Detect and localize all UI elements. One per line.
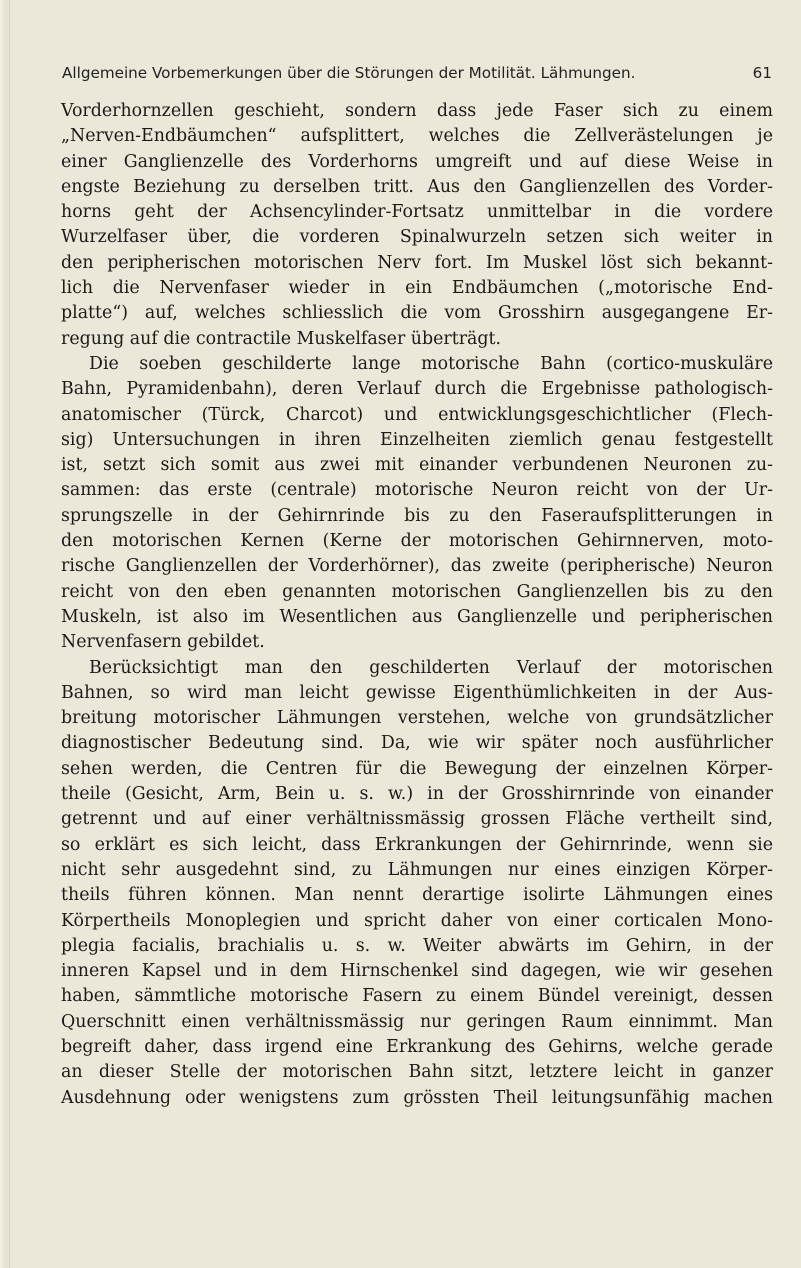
text-line: Ausdehnung oder wenigstens zum grössten Theil leitungsunfähig machen xyxy=(61,1087,773,1108)
text-line: Querschnitt einen verhältnissmässig nur geringen Raum einnimmt. Man xyxy=(61,1011,773,1032)
text-line: Nervenfasern gebildet. xyxy=(61,632,265,653)
text-line: sig) Untersuchungen in ihren Einzelheiten ziemlich genau festgestellt xyxy=(61,429,773,450)
text-line: plegia facialis, brachialis u. s. w. Weiter abwärts im Gehirn, in der xyxy=(61,935,773,956)
text-line: sammen: das erste (centrale) motorische Neuron reicht von der Ur- xyxy=(61,480,773,501)
text-line: Die soeben geschilderte lange motorische Bahn (cortico-muskuläre xyxy=(89,353,773,374)
page-number: 61 xyxy=(752,64,772,82)
text-line: anatomischer (Türck, Charcot) und entwicklungsgeschichtlicher (Flech- xyxy=(61,404,773,425)
text-line: den peripherischen motorischen Nerv fort. Im Muskel löst sich bekannt- xyxy=(61,252,773,273)
text-line: inneren Kapsel und in dem Hirnschenkel sind dagegen, wie wir gesehen xyxy=(61,961,773,982)
text-line: horns geht der Achsencylinder-Fortsatz unmittelbar in die vordere xyxy=(61,202,773,223)
text-line: theils führen können. Man nennt derartige isolirte Lähmungen eines xyxy=(61,885,773,906)
text-line: sehen werden, die Centren für die Bewegung der einzelnen Körper- xyxy=(61,758,773,779)
running-header xyxy=(62,64,772,86)
text-line: Bahn, Pyramidenbahn), deren Verlauf durch die Ergebnisse pathologisch- xyxy=(61,379,773,400)
text-line: begreift daher, dass irgend eine Erkrankung des Gehirns, welche gerade xyxy=(61,1036,773,1057)
text-line: Berücksichtigt man den geschilderten Verlauf der motorischen xyxy=(89,657,773,678)
text-line: breitung motorischer Lähmungen verstehen, welche von grundsätzlicher xyxy=(61,708,773,729)
text-line: Vorderhornzellen geschieht, sondern dass jede Faser sich zu einem xyxy=(61,101,773,121)
text-line: sprungszelle in der Gehirnrinde bis zu den Faseraufsplitterungen in xyxy=(61,505,773,526)
text-line: den motorischen Kernen (Kerne der motorischen Gehirnnerven, moto- xyxy=(61,531,773,552)
text-line: einer Ganglienzelle des Vorderhorns umgreift und auf diese Weise in xyxy=(61,151,773,172)
text-line: ist, setzt sich somit aus zwei mit einander verbundenen Neuronen zu- xyxy=(61,455,773,476)
text-line: getrennt und auf einer verhältnissmässig grossen Fläche vertheilt sind, xyxy=(61,809,773,830)
text-line: Körpertheils Monoplegien und spricht daher von einer corticalen Mono- xyxy=(61,910,773,931)
text-line: Muskeln, ist also im Wesentlichen aus Ganglienzelle und peripherischen xyxy=(61,606,773,627)
text-line: rische Ganglienzellen der Vorderhörner), das zweite (peripherische) Neuron xyxy=(61,556,773,577)
text-line: diagnostischer Bedeutung sind. Da, wie wir später noch ausführlicher xyxy=(61,733,773,754)
text-line: platte“) auf, welches schliesslich die vom Grosshirn ausgegangene Er- xyxy=(61,303,773,324)
text-line: Bahnen, so wird man leicht gewisse Eigenthümlichkeiten in der Aus- xyxy=(61,682,773,703)
text-line: „Nerven-Endbäumchen“ aufsplittert, welches die Zellverästelungen je xyxy=(61,126,773,147)
text-line: regung auf die contractile Muskelfaser überträgt. xyxy=(61,328,502,349)
page-edge xyxy=(0,0,10,1268)
text-line: an dieser Stelle der motorischen Bahn sitzt, letztere leicht in ganzer xyxy=(61,1062,773,1083)
text-line: Wurzelfaser über, die vorderen Spinalwurzeln setzen sich weiter in xyxy=(61,227,773,248)
running-title: Allgemeine Vorbemerkungen über die Störungen der Motilität. Lähmungen. xyxy=(62,64,636,82)
text-line: engste Beziehung zu derselben tritt. Aus den Ganglienzellen des Vorder- xyxy=(61,176,773,197)
text-line: so erklärt es sich leicht, dass Erkrankungen der Gehirnrinde, wenn sie xyxy=(61,834,773,855)
text-line: reicht von den eben genannten motorischen Ganglienzellen bis zu den xyxy=(61,581,773,602)
body-text xyxy=(61,99,773,1111)
text-line: theile (Gesicht, Arm, Bein u. s. w.) in der Grosshirnrinde von einander xyxy=(61,784,773,805)
text-line: nicht sehr ausgedehnt sind, zu Lähmungen nur eines einzigen Körper- xyxy=(61,859,773,880)
text-line: haben, sämmtliche motorische Fasern zu einem Bündel vereinigt, dessen xyxy=(61,986,773,1007)
text-line: lich die Nervenfaser wieder in ein Endbäumchen („motorische End- xyxy=(61,278,773,299)
